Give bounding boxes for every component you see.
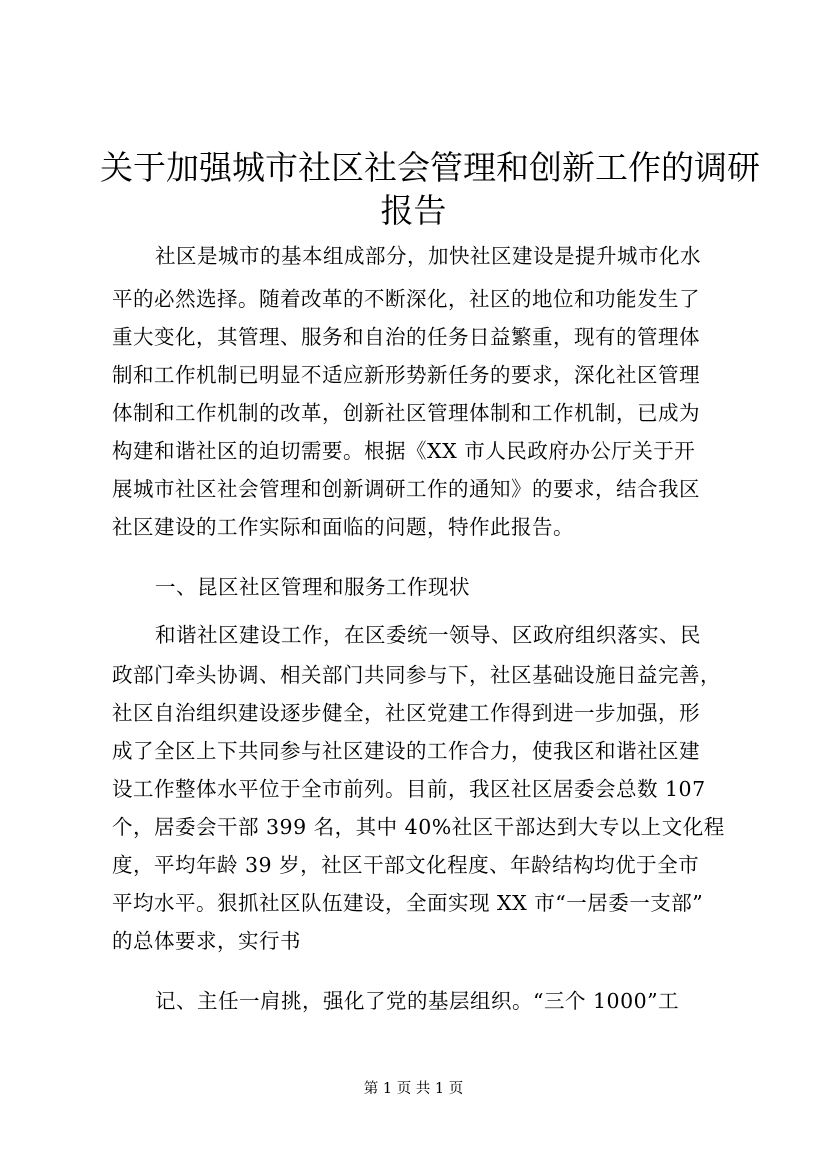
paragraph-line: 社区建设的工作实际和面临的问题，特作此报告。 [112, 515, 574, 539]
paragraph-line: 的总体要求，实行书 [112, 929, 301, 953]
document-title-line-1: 关于加强城市社区社会管理和创新工作的调研 [100, 148, 760, 187]
paragraph-line: 记、主任一肩挑，强化了党的基层组织。“三个 1000”工 [155, 989, 680, 1013]
paragraph-line: 成了全区上下共同参与社区建设的工作合力，使我区和谐社区建 [112, 739, 700, 763]
paragraph-line: 度，平均年龄 39 岁，社区干部文化程度、年龄结构均优于全市 [112, 853, 700, 877]
paragraph-line: 重大变化，其管理、服务和自治的任务日益繁重，现有的管理体 [112, 325, 700, 349]
paragraph-line: 平的必然选择。随着改革的不断深化，社区的地位和功能发生了 [112, 287, 700, 311]
paragraph-line: 体制和工作机制的改革，创新社区管理体制和工作机制，已成为 [112, 401, 700, 425]
paragraph-line: 和谐社区建设工作，在区委统一领导、区政府组织落实、民 [155, 623, 701, 647]
paragraph-line: 制和工作机制已明显不适应新形势新任务的要求，深化社区管理 [112, 363, 700, 387]
document-title-line-2: 报告 [380, 191, 447, 230]
paragraph-line: 展城市社区社会管理和创新调研工作的通知》的要求，结合我区 [112, 477, 700, 501]
paragraph-line: 社区是城市的基本组成部分，加快社区建设是提升城市化水 [155, 244, 701, 268]
paragraph-line: 个，居委会干部 399 名，其中 40%社区干部达到大专以上文化程 [112, 815, 725, 839]
paragraph-line: 社区自治组织建设逐步健全，社区党建工作得到进一步加强，形 [112, 701, 700, 725]
paragraph-line: 构建和谐社区的迫切需要。根据《XX 市人民政府办公厅关于开 [112, 439, 696, 463]
section-heading: 一、昆区社区管理和服务工作现状 [155, 575, 470, 599]
paragraph-line: 设工作整体水平位于全市前列。目前，我区社区居委会总数 107 [112, 777, 706, 801]
page-number-footer: 第 1 页 共 1 页 [363, 1081, 464, 1097]
paragraph-line: 平均水平。狠抓社区队伍建设，全面实现 XX 市“一居委一支部” [112, 891, 704, 915]
paragraph-line: 政部门牵头协调、相关部门共同参与下，社区基础设施日益完善， [112, 663, 721, 687]
